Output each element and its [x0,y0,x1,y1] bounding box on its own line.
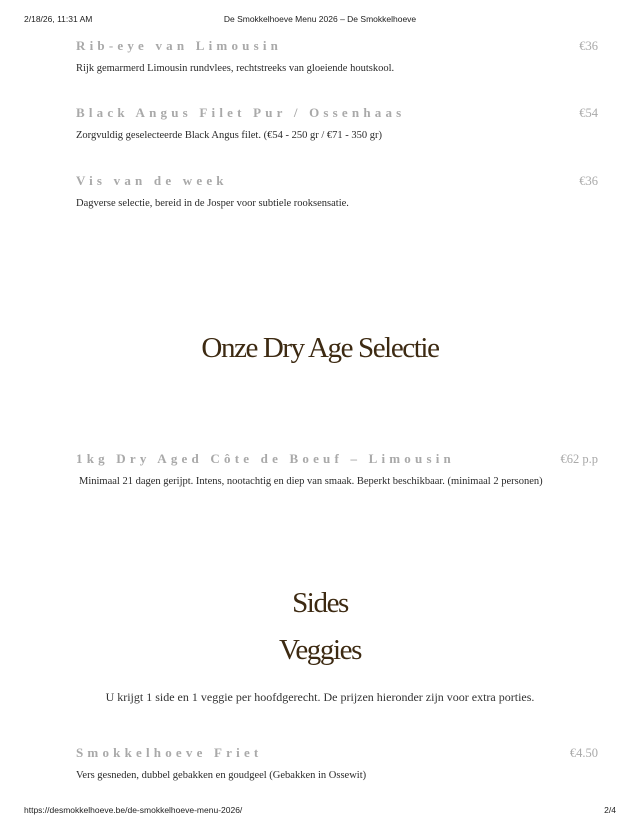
menu-item-price: €36 [579,39,598,53]
print-page-number: 2/4 [604,805,616,815]
print-datetime: 2/18/26, 11:31 AM [24,14,93,24]
print-page-title: De Smokkelhoeve Menu 2026 – De Smokkelhoeve [223,14,417,24]
menu-item-description: Rijk gemarmerd Limousin rundvlees, rechtstreeks van gloeiende houtskool. [76,63,395,74]
menu-item-price: €54 [579,106,598,120]
menu-item-black-angus [76,105,598,141]
menu-item-price: €4.50 [569,746,598,760]
menu-item-name: Smokkelhoeve Friet [76,745,263,760]
menu-item-description: Vers gesneden, dubbel gebakken en goudgeel (Gebakken in Ossewit) [76,770,367,781]
menu-item-cote-de-boeuf [76,451,598,487]
menu-item-name: Vis van de week [76,173,228,188]
menu-item-name: Rib-eye van Limousin [76,38,283,53]
menu-item-name: 1kg Dry Aged Côte de Boeuf – Limousin [76,451,455,466]
menu-item-price: €62 p.p [560,452,598,466]
sides-note: U krijgt 1 side en 1 veggie per hoofdgerecht. De prijzen hieronder zijn voor extra porties. [105,690,535,704]
menu-item-description: Zorgvuldig geselecteerde Black Angus filet. (€54 - 250 gr / €71 - 350 gr) [76,130,382,141]
menu-item-friet [76,745,598,781]
section-title-veggies: Veggies [278,634,361,666]
section-title-dry-age: Onze Dry Age Selectie [201,332,439,364]
section-title-sides: Sides [292,587,348,619]
menu-item-ribeye [76,38,598,74]
menu-item-vis [76,173,598,209]
menu-item-description: Dagverse selectie, bereid in de Josper voor subtiele rooksensatie. [76,198,349,209]
menu-item-name: Black Angus Filet Pur / Ossenhaas [76,105,406,120]
print-url: https://desmokkelhoeve.be/de-smokkelhoeve-menu-2026/ [24,805,243,815]
menu-item-price: €36 [579,174,598,188]
menu-item-description: Minimaal 21 dagen gerijpt. Intens, nootachtig en diep van smaak. Beperkt beschikbaar. (minimaal 2 personen) [79,476,543,487]
